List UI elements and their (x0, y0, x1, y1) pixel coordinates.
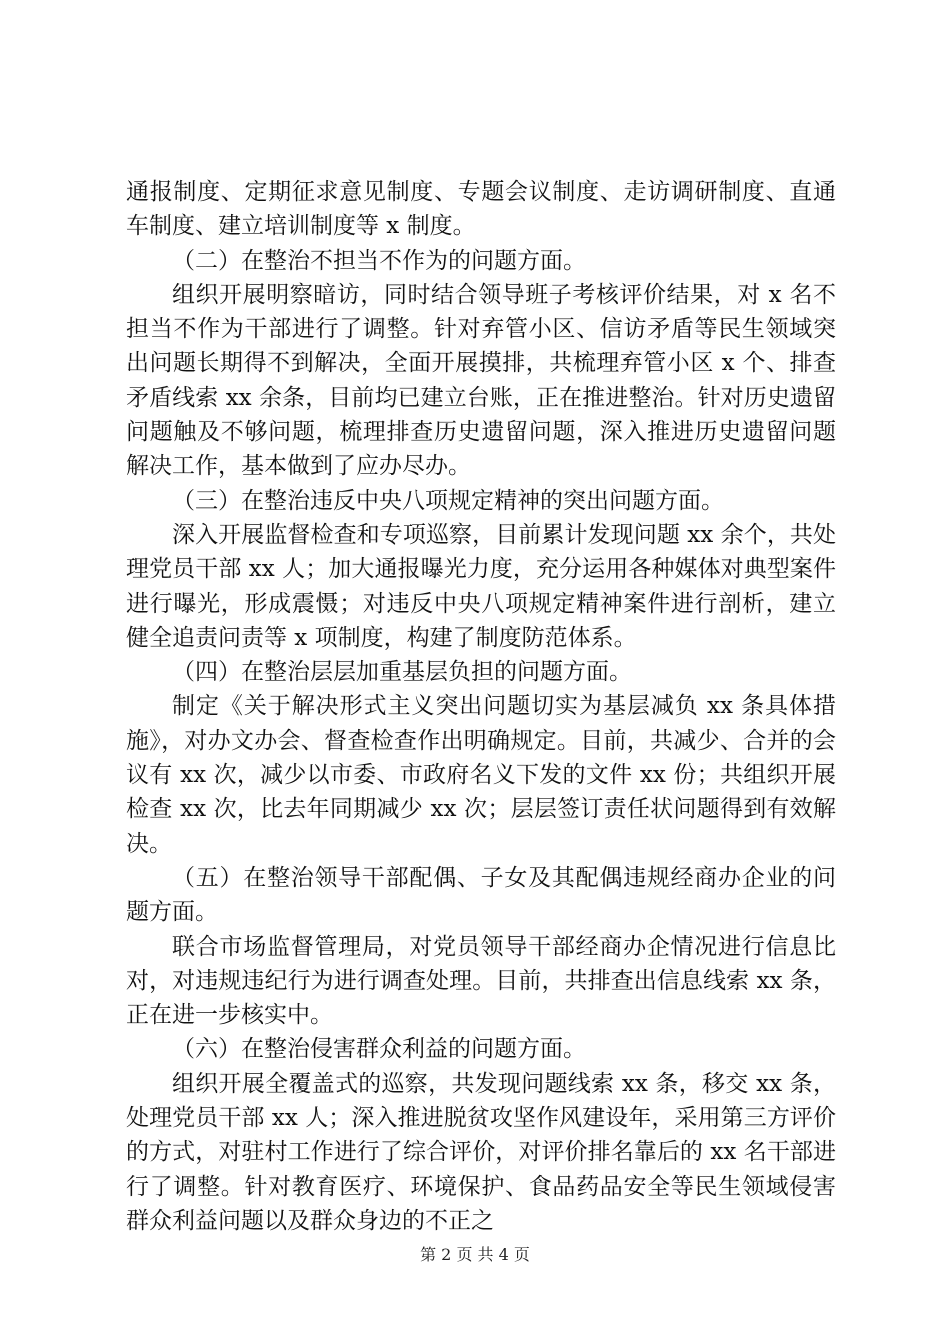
page-number-footer: 第 2 页 共 4 页 (420, 1245, 530, 1264)
paragraph-2: 组织开展明察暗访，同时结合领导班子考核评价结果，对 x 名不担当不作为干部进行了调整。针对弃管小区、信访矛盾等民生领域突出问题长期得不到解决，全面开展摸排，共梳理弃管小区 x 个、排查矛盾线索 xx 余条，目前均已建立台账，正在推进整治。针对历史遗留问题触及不够问题，梳理排查历史遗留问题，深入推进历史遗留问题解决工作，基本做到了应办尽办。 (126, 281, 836, 480)
document-body (126, 175, 836, 1238)
paragraph-3: 深入开展监督检查和专项巡察，目前累计发现问题 xx 余个，共处理党员干部 xx 人；加大通报曝光力度，充分运用各种媒体对典型案件进行曝光，形成震慑；对违反中央八项规定精神案件进行剖析，建立健全追责问责等 x 项制度，构建了制度防范体系。 (126, 521, 836, 651)
section-heading-3: （三）在整治违反中央八项规定精神的突出问题方面。 (172, 487, 724, 514)
paragraph-5: 联合市场监督管理局，对党员领导干部经商办企情况进行信息比对，对违规违纪行为进行调查处理。目前，共排查出信息线索 xx 条，正在进一步核实中。 (126, 933, 836, 1029)
paragraph-4: 制定《关于解决形式主义突出问题切实为基层减负 xx 条具体措施》，对办文办会、督查检查作出明确规定。目前，共减少、合并的会议有 xx 次，减少以市委、市政府名义下发的文件 xx 份；共组织开展检查 xx 次，比去年同期减少 xx 次；层层签订责任状问题得到有效解决。 (126, 693, 836, 857)
section-heading-2: （二）在整治不担当不作为的问题方面。 (172, 247, 586, 274)
section-heading-6: （六）在整治侵害群众利益的问题方面。 (172, 1036, 586, 1063)
paragraph-1: 通报制度、定期征求意见制度、专题会议制度、走访调研制度、直通车制度、建立培训制度等 x 制度。 (126, 179, 836, 240)
section-heading-4: （四）在整治层层加重基层负担的问题方面。 (172, 659, 632, 686)
section-heading-5: （五）在整治领导干部配偶、子女及其配偶违规经商办企业的问题方面。 (126, 864, 836, 926)
paragraph-6: 组织开展全覆盖式的巡察，共发现问题线索 xx 条，移交 xx 条，处理党员干部 xx 人；深入推进脱贫攻坚作风建设年，采用第三方评价的方式，对驻村工作进行了综合评价，对评价排名靠后的 xx 名干部进行了调整。针对教育医疗、环境保护、食品药品安全等民生领域侵害群众利益问题以及群众身边的不正之 (126, 1070, 836, 1234)
